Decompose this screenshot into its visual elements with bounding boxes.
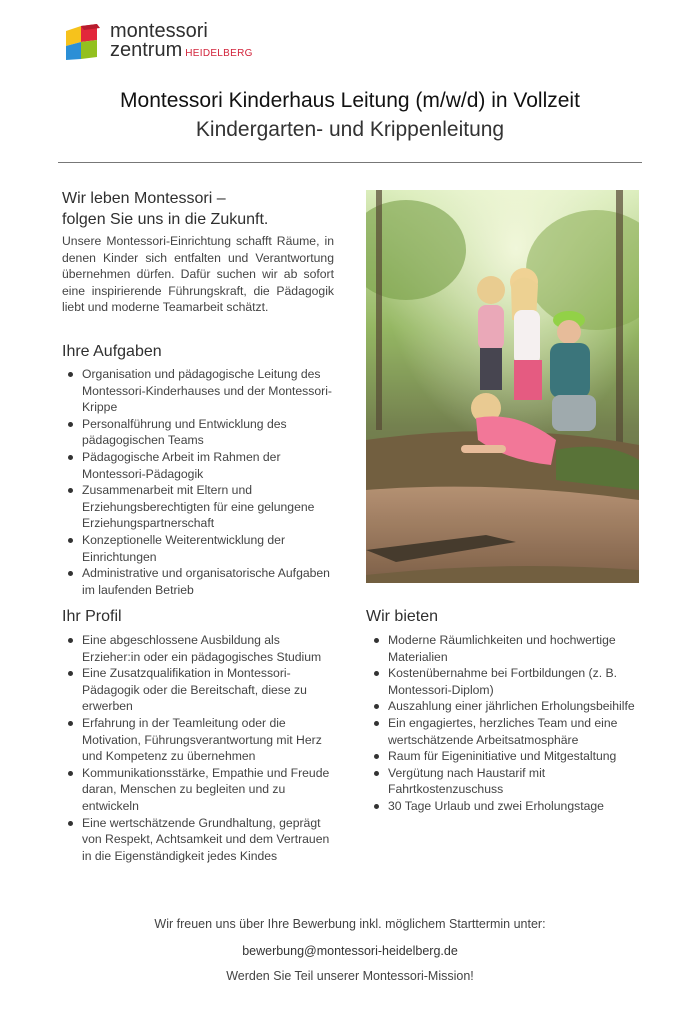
footer-invitation: Wir freuen uns über Ihre Bewerbung inkl. möglichem Starttermin unter: bbox=[154, 917, 546, 931]
list-item: Eine Zusatzqualifikation in Montessori-Pädagogik oder die Bereitschaft, diese zu erwerben bbox=[62, 665, 334, 715]
page-title: Montessori Kinderhaus Leitung (m/w/d) in Vollzeit bbox=[120, 89, 580, 112]
logo-line-montessori: montessori bbox=[110, 20, 208, 42]
logo bbox=[62, 22, 262, 66]
list-item: Vergütung nach Haustarif mit Fahrtkostenzuschuss bbox=[368, 765, 640, 798]
logo-wordmark bbox=[110, 22, 253, 63]
children-playing-in-stream-photo bbox=[366, 190, 639, 583]
list-item: Moderne Räumlichkeiten und hochwertige Materialien bbox=[368, 632, 640, 665]
list-item: Eine wertschätzende Grundhaltung, geprägt von Respekt, Achtsamkeit und dem Vertrauen in die Eigenständigkeit jedes Kindes bbox=[62, 815, 334, 865]
profil-heading: Ihr Profil bbox=[62, 608, 122, 625]
list-item: Auszahlung einer jährlichen Erholungsbeihilfe bbox=[368, 698, 640, 715]
intro-text: Unsere Montessori-Einrichtung schafft Räume, in denen Kinder sich entfalten und Verantwortung übernehmen dürfen. Dafür suchen wir ab sofort eine inspirierende Führungskraft, die Pädagogik liebt und moderne Teamarbeit schätzt. bbox=[62, 234, 334, 314]
application-email-link[interactable]: bewerbung@montessori-heidelberg.de bbox=[242, 944, 458, 958]
aufgaben-heading: Ihre Aufgaben bbox=[62, 343, 162, 360]
logo-line-zentrum: zentrum bbox=[110, 39, 183, 61]
bieten-list bbox=[368, 632, 640, 815]
list-item: Ein engagiertes, herzliches Team und eine wertschätzende Arbeitsatmosphäre bbox=[368, 715, 640, 748]
intro-heading-line2: folgen Sie uns in die Zukunft. bbox=[62, 211, 269, 228]
profil-list bbox=[62, 632, 334, 864]
list-item: Organisation und pädagogische Leitung des Montessori-Kinderhauses und der Montessori-Krippe bbox=[62, 366, 342, 416]
bieten-heading: Wir bieten bbox=[366, 608, 439, 625]
list-item: Eine abgeschlossene Ausbildung als Erzieher:in oder ein pädagogisches Studium bbox=[62, 632, 334, 665]
list-item: Personalführung und Entwicklung des pädagogischen Teams bbox=[62, 416, 342, 449]
montessori-cube-logo-icon bbox=[62, 22, 102, 62]
list-item: Zusammenarbeit mit Eltern und Erziehungsberechtigten für eine gelungene Erziehungspartnerschaft bbox=[62, 482, 342, 532]
list-item: Pädagogische Arbeit im Rahmen der Montessori-Pädagogik bbox=[62, 449, 342, 482]
page-subtitle: Kindergarten- und Krippenleitung bbox=[195, 118, 505, 141]
list-item: 30 Tage Urlaub und zwei Erholungstage bbox=[368, 798, 640, 815]
list-item: Administrative und organisatorische Aufgaben im laufenden Betrieb bbox=[62, 565, 342, 598]
list-item: Raum für Eigeninitiative und Mitgestaltung bbox=[368, 748, 640, 765]
footer-mission: Werden Sie Teil unserer Montessori-Mission! bbox=[226, 969, 474, 983]
list-item: Erfahrung in der Teamleitung oder die Motivation, Führungsverantwortung mit Herz und Kompetenz zu übernehmen bbox=[62, 715, 334, 765]
logo-city: HEIDELBERG bbox=[185, 48, 253, 59]
list-item: Kommunikationsstärke, Empathie und Freude daran, Menschen zu begleiten und zu entwickeln bbox=[62, 765, 334, 815]
intro-heading-line1: Wir leben Montessori – bbox=[62, 190, 226, 207]
aufgaben-list bbox=[62, 366, 342, 598]
list-item: Konzeptionelle Weiterentwicklung der Einrichtungen bbox=[62, 532, 342, 565]
divider bbox=[58, 162, 642, 163]
intro-heading bbox=[62, 188, 342, 230]
list-item: Kostenübernahme bei Fortbildungen (z. B. Montessori-Diplom) bbox=[368, 665, 640, 698]
